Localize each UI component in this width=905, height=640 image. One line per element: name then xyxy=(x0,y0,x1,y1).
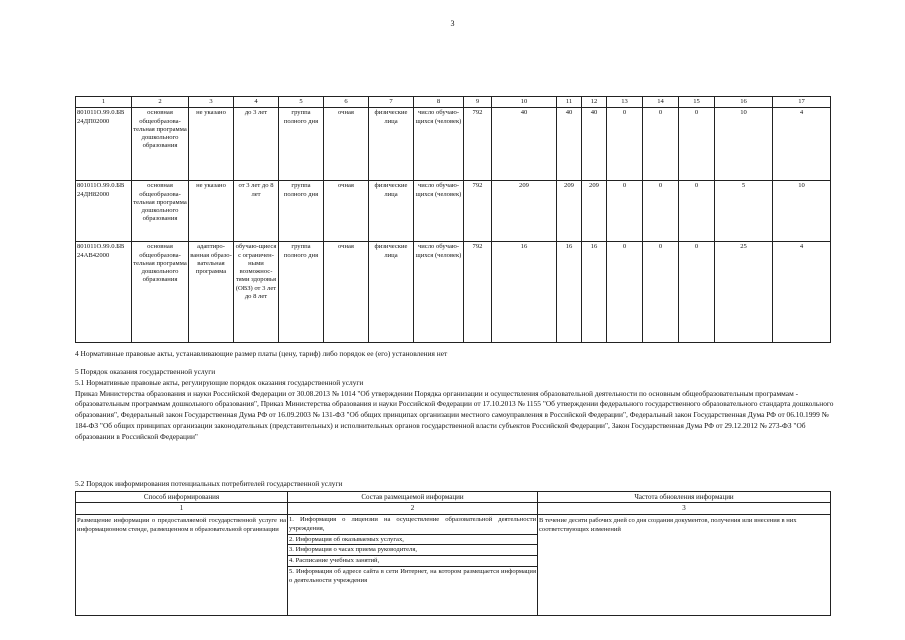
table-cell: основная общеобразова-тельная программа дошкольного образования xyxy=(132,242,189,343)
table-cell: обучаю-щиеся с ограничен-ными возможнос-тями здоровья (ОВЗ) от 3 лет до 8 лет xyxy=(234,242,279,343)
column-number: 13 xyxy=(607,97,643,108)
section-4-text: 4 Нормативные правовые акты, устанавливающие размер платы (цену, тариф) либо порядок ее (его) установления нет xyxy=(75,349,448,358)
column-number: 16 xyxy=(715,97,773,108)
column-number: 15 xyxy=(679,97,715,108)
table-cell: не указано xyxy=(189,108,234,181)
info-item: 2. Информация об оказываемых услугах, xyxy=(288,535,537,546)
info-item: 4. Расписание учебных занятий, xyxy=(288,556,537,567)
table-cell: адаптиро-ванная образо-вательная программа xyxy=(189,242,234,343)
table-cell: 40 xyxy=(582,108,607,181)
table-cell: основная общеобразова-тельная программа дошкольного образования xyxy=(132,108,189,181)
table-cell: 209 xyxy=(492,181,557,242)
table-cell: 4 xyxy=(773,242,831,343)
column-number: 12 xyxy=(582,97,607,108)
table-header-row xyxy=(76,97,831,108)
table-cell: 4 xyxy=(773,108,831,181)
table-cell: 801011О.99.0.БВ 24АВ42000 xyxy=(76,242,132,343)
info-content-list xyxy=(288,514,538,615)
info-header-frequency: Частота обновления информации xyxy=(538,492,831,503)
table-cell: число обучаю-щихся (человек) xyxy=(414,108,464,181)
table-cell: 0 xyxy=(679,181,715,242)
column-number: 10 xyxy=(492,97,557,108)
table-cell: 792 xyxy=(464,242,492,343)
table-cell: 792 xyxy=(464,108,492,181)
table-cell: 10 xyxy=(773,181,831,242)
table-cell: 792 xyxy=(464,181,492,242)
table-cell: 40 xyxy=(557,108,582,181)
table-cell: 0 xyxy=(607,242,643,343)
info-item: 5. Информация об адресе сайта в сети Интернет, на котором размещается информация о деятельности учреждения xyxy=(289,567,536,585)
table-cell: 40 xyxy=(492,108,557,181)
info-header-method: Способ информирования xyxy=(76,492,288,503)
table-cell: не указано xyxy=(189,181,234,242)
table-cell: очная xyxy=(324,242,369,343)
section-5-1-text: Приказ Министерства образования и науки Российской Федерации от 30.08.2013 № 1014 "Об утверждении Порядка организации и осуществления образовательной деятельности по основным общеобразовательным программам - образовательным программам дошкольного образования", Приказ Министерства образования и науки Российской Федерации от 17.10.2013 № 1155 "Об утверждении федерального государственного образовательного стандарта дошкольного образования", Федеральный закон Государственная Дума РФ от 16.09.2003 № 131-ФЗ "Об общих принципах организации местного самоуправления в Российской Федерации", Федеральный закон Государственная Дума РФ от 06.10.1999 № 184-ФЗ "Об общих принципах организации законодательных (представительных) и исполнительных органов государственной власти субъектов Российской Федерации", Закон Государственная Дума РФ от 29.12.2012 № 273-ФЗ "Об образовании в Российской Федерации" xyxy=(75,388,834,441)
table-cell: 0 xyxy=(679,242,715,343)
table-cell: 16 xyxy=(582,242,607,343)
table-cell: очная xyxy=(324,181,369,242)
column-number: 2 xyxy=(132,97,189,108)
info-method: Размещение информации о предоставляемой государственной услуге на информационном стенде, размещенном в образовательной организации xyxy=(76,514,288,615)
column-number: 1 xyxy=(76,97,132,108)
table-cell: 10 xyxy=(715,108,773,181)
column-number: 6 xyxy=(324,97,369,108)
section-5 xyxy=(75,367,835,443)
section-5-title: 5 Порядок оказания государственной услуги xyxy=(75,367,216,376)
table-cell: 801011О.99.0.БВ 24ДН82000 xyxy=(76,181,132,242)
table-cell: 16 xyxy=(557,242,582,343)
table-cell: группа полного дня xyxy=(279,242,324,343)
table-cell: физические лица xyxy=(369,181,414,242)
column-number: 9 xyxy=(464,97,492,108)
info-item: 3. Информация о часах приема руководителя, xyxy=(288,545,537,556)
information-table xyxy=(75,491,831,616)
column-number: 11 xyxy=(557,97,582,108)
table-cell: физические лица xyxy=(369,108,414,181)
info-item: 1. Информация о лицензии на осуществление образовательной деятельности учреждения, xyxy=(288,515,537,535)
info-col-number: 2 xyxy=(288,503,538,514)
table-cell: от 3 лет до 8 лет xyxy=(234,181,279,242)
table-cell: 5 xyxy=(715,181,773,242)
column-number: 3 xyxy=(189,97,234,108)
table-row xyxy=(76,242,831,343)
table-cell: 0 xyxy=(643,108,679,181)
table-cell: 0 xyxy=(643,181,679,242)
info-header-content: Состав размещаемой информации xyxy=(288,492,538,503)
column-number: 5 xyxy=(279,97,324,108)
section-5-2-title: 5.2 Порядок информирования потенциальных потребителей государственной услуги xyxy=(75,479,343,488)
section-4 xyxy=(75,349,835,360)
column-number: 14 xyxy=(643,97,679,108)
table-cell: 25 xyxy=(715,242,773,343)
column-number: 4 xyxy=(234,97,279,108)
table-cell: группа полного дня xyxy=(279,181,324,242)
table-row xyxy=(76,181,831,242)
service-volume-table xyxy=(75,96,831,343)
table-cell: 209 xyxy=(557,181,582,242)
table-cell: 209 xyxy=(582,181,607,242)
table-cell: физические лица xyxy=(369,242,414,343)
table-row xyxy=(76,108,831,181)
table-cell: 0 xyxy=(607,108,643,181)
table-cell: 16 xyxy=(492,242,557,343)
page-number: 3 xyxy=(450,19,455,28)
table-cell: 801011О.99.0.БВ 24ДП02000 xyxy=(76,108,132,181)
table-cell: 0 xyxy=(643,242,679,343)
table-cell: 0 xyxy=(607,181,643,242)
column-number: 8 xyxy=(414,97,464,108)
table-cell: до 3 лет xyxy=(234,108,279,181)
table-cell: группа полного дня xyxy=(279,108,324,181)
table-cell: 0 xyxy=(679,108,715,181)
info-frequency: В течение десяти рабочих дней со дня создания документов, получения или внесения в них соответствующих изменений xyxy=(538,514,831,615)
column-number: 17 xyxy=(773,97,831,108)
column-number: 7 xyxy=(369,97,414,108)
table-cell: число обучаю-щихся (человек) xyxy=(414,242,464,343)
info-col-number: 3 xyxy=(538,503,831,514)
table-cell: очная xyxy=(324,108,369,181)
table-cell: основная общеобразова-тельная программа дошкольного образования xyxy=(132,181,189,242)
section-5-2 xyxy=(75,479,835,490)
table-cell: число обучаю-щихся (человек) xyxy=(414,181,464,242)
section-5-1-title: 5.1 Нормативные правовые акты, регулирующие порядок оказания государственной услуги xyxy=(75,377,364,387)
info-col-number: 1 xyxy=(76,503,288,514)
